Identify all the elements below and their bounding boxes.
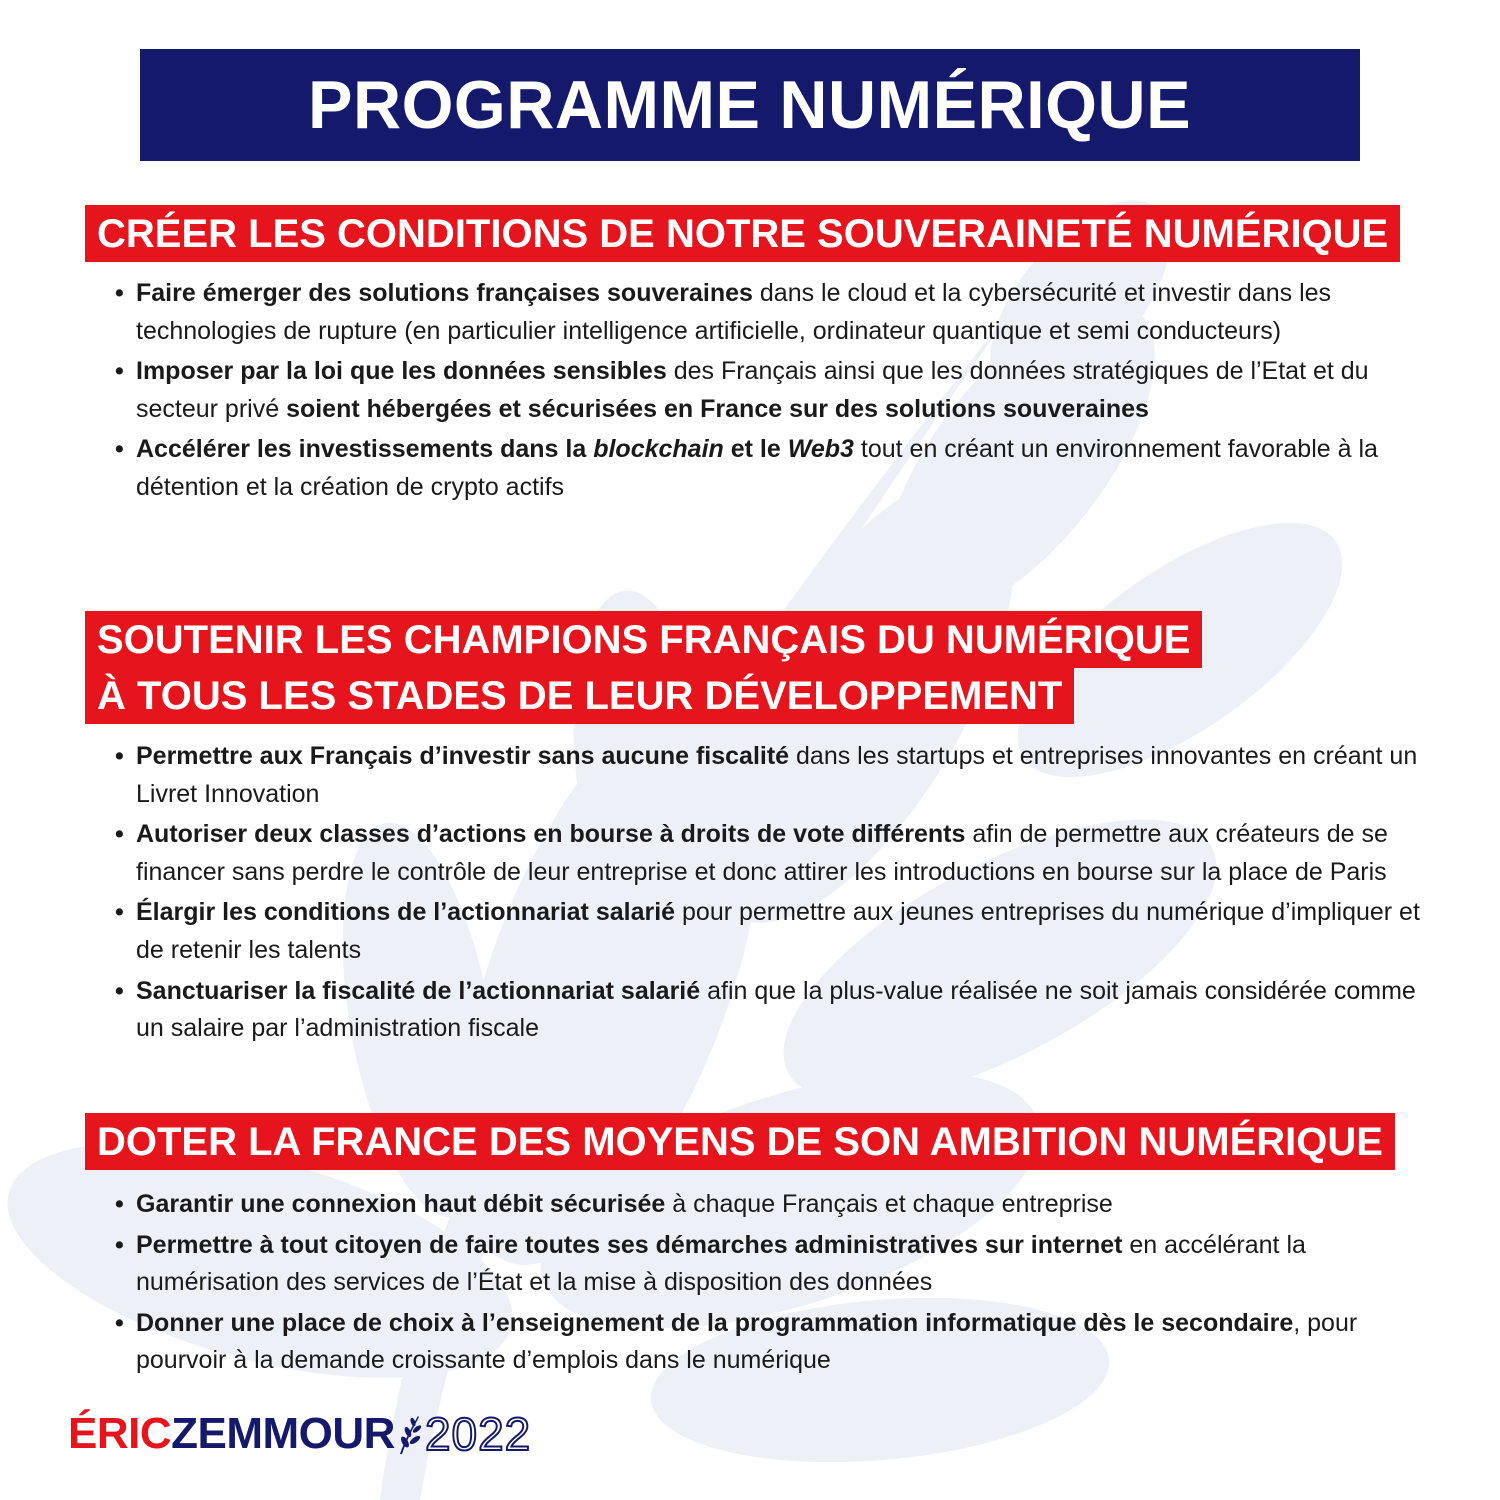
list-item xyxy=(115,353,1435,428)
bullet-icon: • xyxy=(115,742,124,770)
bullet-icon: • xyxy=(115,357,124,386)
item-bold-italic-2: Web3 xyxy=(787,435,854,464)
section-heading-line: À TOUS LES STADES DE LEUR DÉVELOPPEMENT xyxy=(85,667,1074,724)
item-text: des Français ainsi que les données stratégiques de l’Etat et du secteur privé xyxy=(136,357,1369,423)
section-heading-ambition xyxy=(85,1113,1395,1170)
item-text: tout en créant un environnement favorable à la détention et la création de crypto actifs xyxy=(136,435,1378,501)
item-bold: Élargir les conditions de l’actionnariat salarié xyxy=(136,898,676,927)
item-bold-2: soient hébergées et sécurisées en France sur des solutions souveraines xyxy=(286,394,1149,423)
bullet-icon: • xyxy=(115,1190,124,1218)
item-bold: Accélérer les investissements dans la xyxy=(136,435,594,464)
campaign-logo xyxy=(68,1409,531,1459)
item-bold: Garantir une connexion haut débit sécurisée xyxy=(136,1190,666,1218)
section-heading-line: CRÉER LES CONDITIONS DE NOTRE SOUVERAINETÉ NUMÉRIQUE xyxy=(85,205,1400,262)
list-item xyxy=(115,1227,1435,1302)
list-item xyxy=(115,1186,1435,1224)
olive-branch-icon xyxy=(396,1412,422,1456)
item-text: pour permettre aux jeunes entreprises du numérique d’impliquer et de retenir les talents xyxy=(136,898,1420,964)
section-list-ambition xyxy=(115,1186,1435,1383)
item-text: à chaque Français et chaque entreprise xyxy=(665,1190,1113,1218)
logo-year: 2022 xyxy=(424,1408,532,1460)
list-item xyxy=(115,816,1435,891)
item-bold: Autoriser deux classes d’actions en bourse à droits de vote différents xyxy=(136,820,966,849)
item-text: afin que la plus-value réalisée ne soit jamais considérée comme un salaire par l’administration fiscale xyxy=(136,976,1416,1043)
page-title-banner xyxy=(140,49,1360,161)
bullet-icon: • xyxy=(115,898,124,927)
section-heading-champions xyxy=(85,611,1202,724)
item-text: dans les startups et entreprises innovantes en créant un Livret Innovation xyxy=(136,742,1418,808)
bullet-icon: • xyxy=(115,435,124,464)
item-bold: Permettre aux Français d’investir sans aucune fiscalité xyxy=(136,742,790,770)
item-bold: Imposer par la loi que les données sensibles xyxy=(136,357,667,386)
item-bold: Donner une place de choix à l’enseignement de la programmation informatique dès le secondaire xyxy=(136,1308,1294,1337)
item-text: , pour pourvoir à la demande croissante d’emplois dans le numérique xyxy=(136,1308,1358,1375)
section-list-champions xyxy=(115,738,1435,1051)
list-item xyxy=(115,275,1435,350)
section-heading-line: DOTER LA FRANCE DES MOYENS DE SON AMBITION NUMÉRIQUE xyxy=(85,1113,1395,1170)
bullet-icon: • xyxy=(115,820,124,849)
item-bold: Permettre à tout citoyen de faire toutes ses démarches administratives sur internet xyxy=(136,1230,1123,1259)
list-item xyxy=(115,431,1435,506)
item-bold: Faire émerger des solutions françaises souveraines xyxy=(136,279,753,307)
item-bold: Sanctuariser la fiscalité de l’actionnariat salarié xyxy=(136,976,701,1005)
section-list-sovereignty xyxy=(115,275,1435,510)
logo-first-name: ÉRIC xyxy=(68,1409,172,1458)
item-bold-italic: blockchain xyxy=(593,435,724,464)
bullet-icon: • xyxy=(115,279,124,307)
section-heading-line: SOUTENIR LES CHAMPIONS FRANÇAIS DU NUMÉRIQUE xyxy=(85,611,1202,668)
list-item xyxy=(115,973,1435,1048)
bullet-icon: • xyxy=(115,1230,124,1259)
list-item xyxy=(115,738,1435,813)
item-text: en accélérant la numérisation des services de l’État et la mise à disposition des données xyxy=(136,1230,1306,1297)
item-bold-mid: et le xyxy=(723,435,788,464)
item-text: dans le cloud et la cybersécurité et investir dans les technologies de rupture (en particulier intelligence artificielle, ordinateur quantique et semi conducteurs) xyxy=(136,279,1332,345)
list-item xyxy=(115,1305,1435,1380)
logo-last-name: ZEMMOUR xyxy=(171,1409,395,1458)
item-text: afin de permettre aux créateurs de se financer sans perdre le contrôle de leur entreprise et donc attirer les introductions en bourse sur la place de Paris xyxy=(136,820,1388,886)
section-heading-sovereignty xyxy=(85,205,1400,262)
bullet-icon: • xyxy=(115,1308,124,1337)
bullet-icon: • xyxy=(115,976,124,1005)
list-item xyxy=(115,894,1435,969)
page-title: PROGRAMME NUMÉRIQUE xyxy=(308,67,1192,143)
